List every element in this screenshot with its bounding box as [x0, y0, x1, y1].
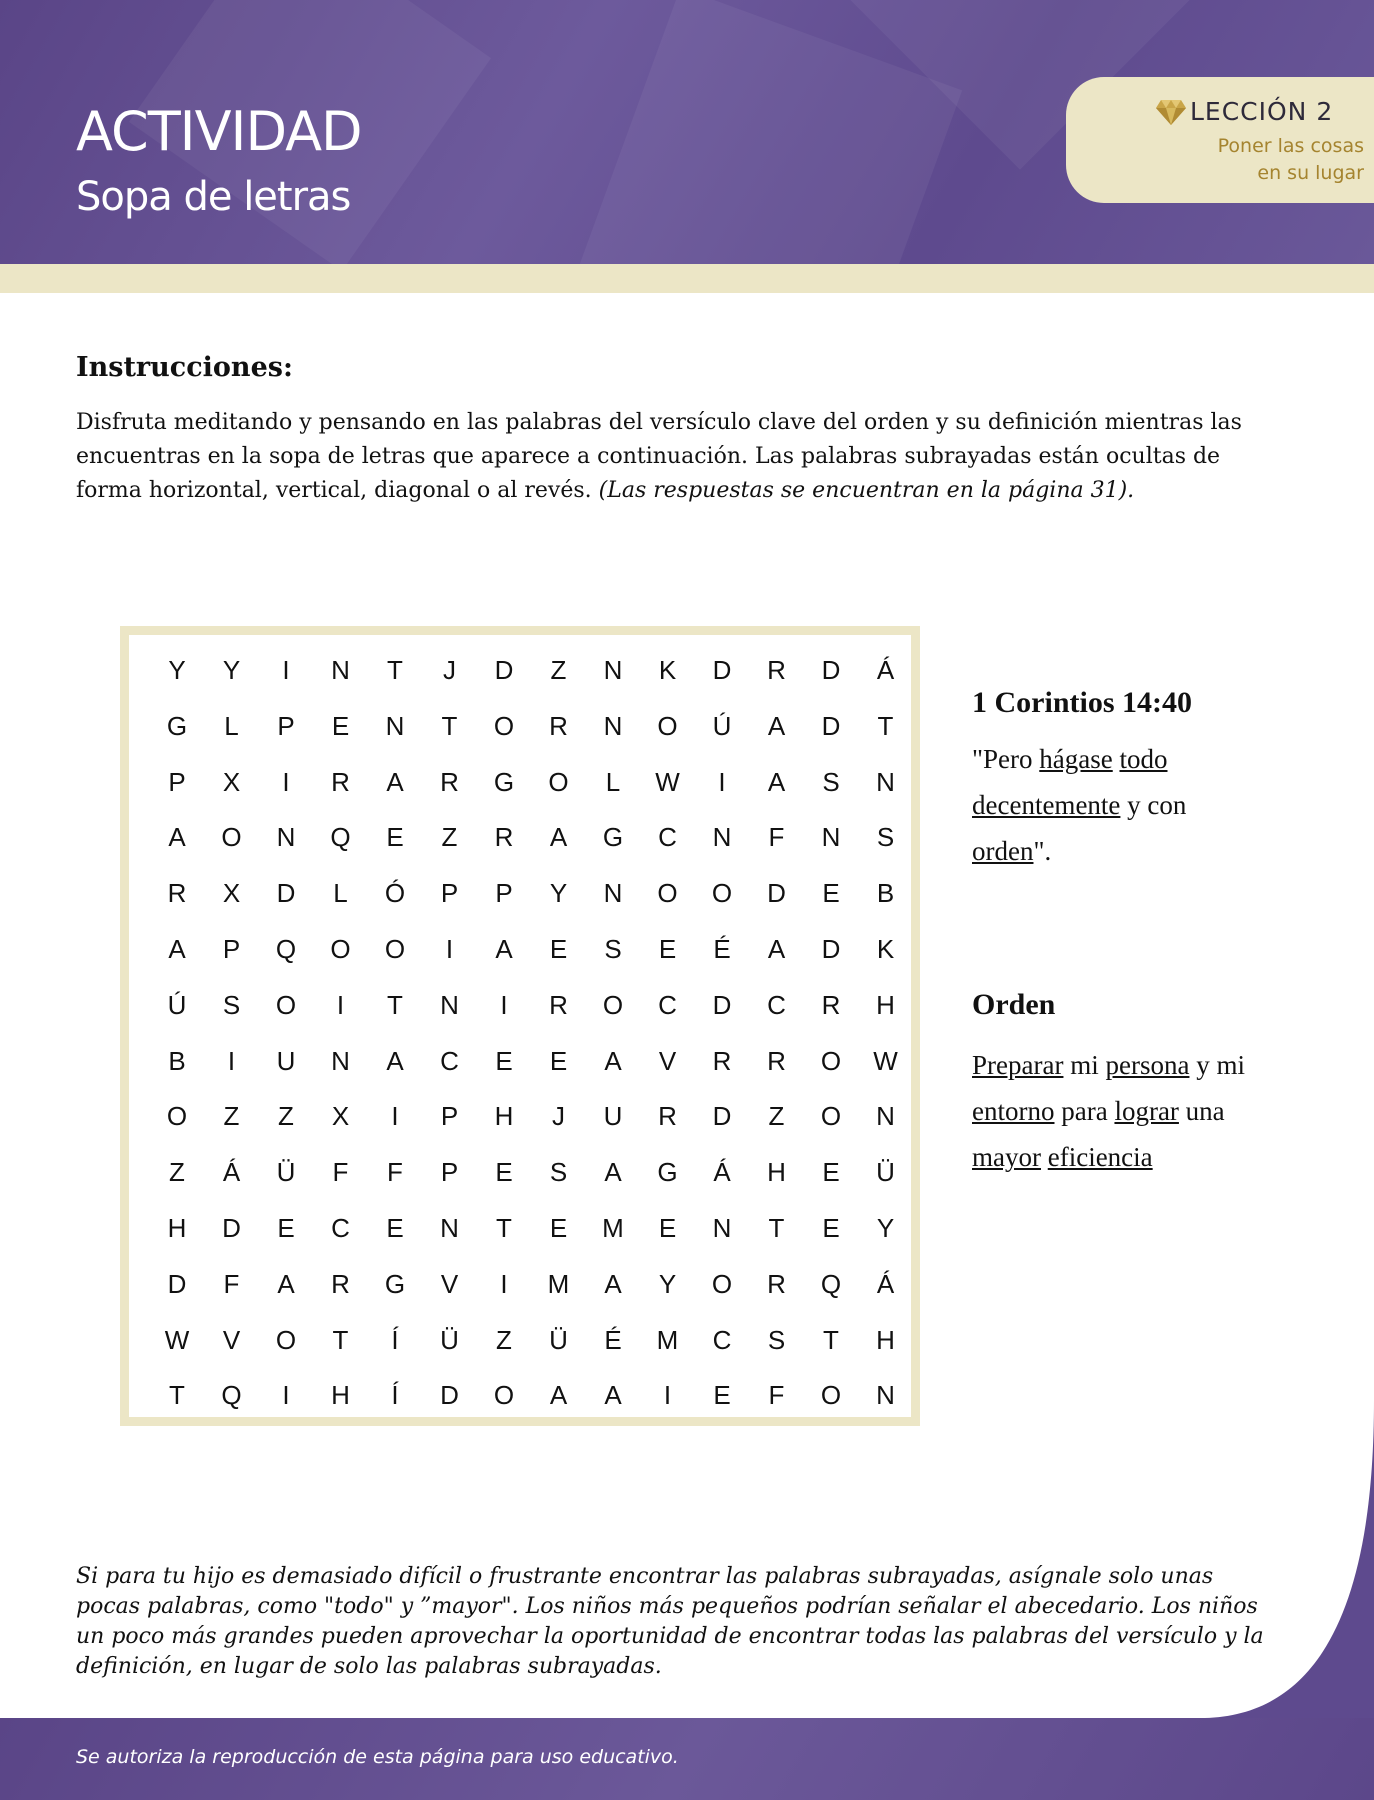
grid-letter: Ü [876, 1157, 895, 1188]
grid-letter: Á [876, 655, 895, 685]
grid-letter: Z [496, 1324, 512, 1355]
grid-letter: C [331, 1213, 350, 1243]
grid-letter: Z [441, 822, 458, 853]
grid-letter: O [711, 1268, 733, 1299]
grid-letter: A [604, 1380, 622, 1411]
grid-letter: A [495, 934, 513, 964]
grid-letter: T [169, 1380, 185, 1411]
verse-underlined-word: todo [1119, 744, 1168, 774]
grid-letter: F [768, 1380, 785, 1411]
instructions-text [76, 406, 1256, 508]
grid-letter: O [384, 934, 406, 964]
grid-letter: N [712, 1213, 732, 1243]
grid-letter: Q [275, 934, 297, 964]
grid-letter: T [387, 655, 403, 685]
page-title: ACTIVIDAD [76, 100, 362, 163]
parent-note: Si para tu hijo es demasiado difícil o frustrante encontrar las palabras subrayadas, asígnale solo unas pocas palabras, como "todo" y ”mayor". Los niños más pequeños podrían señalar el abecedario. Los niños un poco más grandes pueden aprovechar la oportunidad de encontrar todas las palabras del versículo y la definición, en lugar de solo las palabras subrayadas. [76, 1564, 1264, 1679]
grid-letter: O [657, 710, 678, 741]
grid-letter: Á [876, 1268, 895, 1299]
grid-letter: Ó [384, 878, 406, 909]
grid-letter: Y [549, 878, 568, 909]
grid-letter: D [821, 710, 841, 741]
grid-letter: D [440, 1380, 459, 1411]
grid-letter: S [604, 934, 622, 964]
grid-letter: I [718, 766, 726, 797]
grid-letter: P [440, 1101, 459, 1132]
grid-letter: O [602, 989, 624, 1020]
grid-letter: O [548, 766, 569, 797]
grid-letter: X [331, 1101, 350, 1132]
grid-letter: Ü [276, 1157, 296, 1188]
grid-letter: E [822, 1213, 840, 1243]
grid-letter: I [282, 766, 290, 797]
grid-letter: I [391, 1101, 399, 1132]
definition-underlined-word: mayor [972, 1142, 1041, 1172]
grid-letter: Z [223, 1101, 240, 1132]
grid-letter: D [712, 655, 732, 685]
grid-letter: R [167, 878, 187, 909]
grid-letter: N [385, 710, 405, 741]
grid-letter: Y [658, 1268, 677, 1299]
grid-letter: R [767, 1045, 786, 1076]
grid-letter: A [604, 1157, 622, 1188]
grid-letter: D [821, 934, 841, 964]
grid-letter: D [712, 1101, 732, 1132]
grid-letter: S [876, 822, 895, 853]
grid-letter: K [876, 934, 895, 964]
grid-letter: H [767, 1157, 786, 1188]
grid-letter: N [331, 1045, 350, 1076]
grid-letter: G [384, 1268, 406, 1299]
corner-curve-decoration [1200, 1400, 1374, 1718]
instructions-body: Disfruta meditando y pensando en las palabras del versículo clave del orden y su definición mientras las encuentras en la sopa de letras que aparece a continuación. Las palabras subrayadas están ocultas de forma horizontal, vertical, diagonal o al revés. [76, 410, 1242, 503]
grid-letter: A [277, 1268, 295, 1299]
grid-letter: T [441, 710, 458, 741]
grid-letter: A [604, 1045, 622, 1076]
grid-letter: S [549, 1157, 568, 1188]
grid-letter: R [767, 655, 786, 685]
grid-letter: A [604, 1268, 622, 1299]
grid-letter: X [222, 766, 241, 797]
grid-letter: T [877, 710, 894, 741]
grid-letter: O [493, 1380, 515, 1411]
grid-letter: E [713, 1380, 731, 1411]
grid-letter: X [222, 878, 241, 909]
grid-letter: Í [391, 1380, 399, 1411]
grid-letter: P [222, 934, 241, 964]
grid-letter: P [440, 878, 459, 909]
grid-letter: S [222, 989, 241, 1020]
grid-letter: R [658, 1101, 677, 1132]
grid-letter: A [168, 822, 186, 853]
grid-letter: W [164, 1324, 190, 1355]
grid-letter: A [767, 934, 786, 964]
grid-letter: T [768, 1213, 785, 1243]
definition-text [972, 1042, 1272, 1180]
gem-icon [1156, 99, 1186, 125]
grid-letter: I [336, 989, 345, 1020]
grid-letter: R [549, 710, 568, 741]
grid-letter: D [167, 1268, 187, 1299]
grid-letter: R [821, 989, 841, 1020]
grid-letter: L [224, 710, 239, 741]
grid-letter: E [822, 1157, 840, 1188]
grid-letter: H [876, 1324, 895, 1355]
grid-letter: P [495, 878, 513, 909]
grid-letter: U [276, 1045, 296, 1076]
grid-letter: Q [221, 1380, 242, 1411]
grid-letter: F [768, 822, 785, 853]
grid-letter: O [657, 878, 678, 909]
grid-letter: P [168, 766, 186, 797]
grid-letter: O [820, 1101, 842, 1132]
grid-letter: Ú [712, 710, 732, 741]
grid-letter: H [167, 1213, 187, 1243]
grid-letter: E [495, 1045, 513, 1076]
grid-letter: O [711, 878, 733, 909]
definition-word: una [1178, 1096, 1225, 1126]
grid-letter: Z [768, 1101, 785, 1132]
grid-letter: Z [550, 655, 567, 685]
grid-letter: O [820, 1380, 842, 1411]
grid-letter: E [549, 934, 568, 964]
grid-letter: O [275, 1324, 297, 1355]
grid-letter: V [658, 1045, 677, 1076]
grid-letter: M [656, 1324, 679, 1355]
grid-letter: E [386, 1213, 404, 1243]
grid-letter: A [386, 1045, 404, 1076]
grid-letter: A [549, 822, 568, 853]
grid-letter: O [275, 989, 297, 1020]
definition-underlined-word: persona [1105, 1050, 1190, 1080]
verse-word: "Pero [972, 744, 1040, 774]
grid-letter: N [603, 655, 623, 685]
definition-word: mi [1063, 1050, 1106, 1080]
grid-letter: N [603, 710, 623, 741]
grid-letter: N [331, 655, 350, 685]
verse-word: y con [1120, 790, 1187, 820]
grid-letter: H [876, 989, 895, 1020]
grid-letter: D [494, 655, 514, 685]
grid-letter: D [712, 989, 732, 1020]
lesson-description [1164, 133, 1364, 187]
grid-letter: O [221, 822, 242, 853]
grid-letter: N [712, 822, 732, 853]
grid-letter: G [493, 766, 515, 797]
grid-letter: W [655, 766, 680, 797]
grid-letter: Í [391, 1324, 399, 1355]
grid-letter: H [494, 1101, 514, 1132]
grid-letter: N [276, 822, 296, 853]
grid-letter: Ü [549, 1324, 568, 1355]
grid-letter: B [168, 1045, 186, 1076]
grid-letter: E [822, 878, 840, 909]
grid-letter: A [549, 1380, 568, 1411]
verse-word: ". [1033, 836, 1052, 866]
grid-letter: H [331, 1380, 350, 1411]
grid-letter: R [331, 1268, 350, 1299]
grid-letter: O [166, 1101, 188, 1132]
grid-letter: R [767, 1268, 786, 1299]
page-subtitle: Sopa de letras [76, 174, 351, 220]
definition-heading: Orden [972, 988, 1056, 1021]
grid-letter: Á [713, 1157, 731, 1188]
grid-letter: Q [330, 822, 351, 853]
lesson-desc-line: Poner las cosas [1217, 135, 1364, 157]
definition-underlined-word: Preparar [972, 1050, 1064, 1080]
grid-letter: O [493, 710, 515, 741]
grid-letter: I [282, 655, 290, 685]
grid-letter: É [713, 934, 731, 964]
grid-letter: E [277, 1213, 295, 1243]
footer-text: Se autoriza la reproducción de esta página para uso educativo. [76, 1746, 679, 1768]
grid-letter: C [658, 989, 677, 1020]
grid-letter: Á [222, 1157, 241, 1188]
grid-letter: I [663, 1380, 672, 1411]
grid-letter: C [712, 1324, 732, 1355]
grid-letter: W [873, 1045, 898, 1076]
grid-letter: B [876, 878, 895, 909]
grid-letter: I [445, 934, 454, 964]
grid-letter: R [494, 822, 514, 853]
word-search-grid [120, 626, 920, 1426]
grid-letter: S [767, 1324, 786, 1355]
grid-letter: E [495, 1157, 513, 1188]
definition-word: y mi [1189, 1050, 1245, 1080]
verse-underlined-word: hágase [1039, 744, 1113, 774]
grid-letter: N [440, 1213, 459, 1243]
grid-letter: E [549, 1045, 568, 1076]
definition-underlined-word: eficiencia [1047, 1142, 1153, 1172]
grid-letter: M [547, 1268, 570, 1299]
grid-letter: E [386, 822, 404, 853]
verse-underlined-word: orden [972, 836, 1034, 866]
lesson-label: LECCIÓN 2 [1190, 97, 1334, 126]
grid-letter: T [332, 1324, 349, 1355]
grid-letter: N [440, 989, 459, 1020]
definition-word [1041, 1142, 1048, 1172]
grid-letter: F [387, 1157, 403, 1188]
grid-letter: Y [168, 655, 186, 685]
grid-letter: E [658, 934, 677, 964]
grid-letter: L [605, 766, 621, 797]
definition-underlined-word: entorno [972, 1096, 1055, 1126]
grid-letter: C [767, 989, 786, 1020]
grid-letter: A [767, 766, 786, 797]
grid-letter: G [657, 1157, 678, 1188]
grid-letter: F [223, 1268, 240, 1299]
grid-letter: O [330, 934, 351, 964]
grid-letter: A [168, 934, 186, 964]
grid-letter: Ú [167, 989, 187, 1020]
grid-letter: Y [222, 655, 241, 685]
grid-letter: N [821, 822, 841, 853]
grid-letter: J [443, 655, 456, 685]
grid-letter: E [331, 710, 350, 741]
grid-letter: R [549, 989, 568, 1020]
grid-letter: D [821, 655, 841, 685]
grid-letter: C [658, 822, 677, 853]
grid-letter: Ü [440, 1324, 459, 1355]
grid-letter: O [820, 1045, 842, 1076]
grid-letter: N [876, 1380, 895, 1411]
definition-word: para [1054, 1096, 1115, 1126]
grid-letter: V [440, 1268, 459, 1299]
grid-letter: D [767, 878, 786, 909]
lesson-badge [1066, 77, 1374, 203]
grid-letter: S [822, 766, 840, 797]
grid-letter: Y [876, 1213, 895, 1243]
definition-underlined-word: lograr [1114, 1096, 1179, 1126]
verse-reference: 1 Corintios 14:40 [972, 686, 1192, 719]
grid-letter: N [876, 766, 895, 797]
verse-underlined-word: decentemente [972, 790, 1121, 820]
answers-note: (Las respuestas se encuentran en la página 31). [598, 478, 1135, 503]
grid-letter: R [331, 766, 350, 797]
grid-letter: N [876, 1101, 895, 1132]
grid-letter: K [658, 655, 677, 685]
grid-letter: T [496, 1213, 512, 1243]
grid-letter: D [276, 878, 296, 909]
grid-letter: T [387, 989, 403, 1020]
verse-text [972, 736, 1272, 874]
footer-bar [0, 1718, 1374, 1800]
grid-letter: J [552, 1101, 565, 1132]
grid-letter: C [440, 1045, 459, 1076]
grid-letter: Z [169, 1157, 185, 1188]
grid-letter: E [549, 1213, 568, 1243]
grid-letter: V [222, 1324, 241, 1355]
grid-letter: R [712, 1045, 732, 1076]
grid-letter: I [227, 1045, 236, 1076]
grid-letter: P [277, 710, 295, 741]
header-accent-band [0, 264, 1374, 293]
instructions-heading: Instrucciones: [76, 352, 293, 383]
grid-letter: A [767, 710, 786, 741]
grid-letter: Z [278, 1101, 294, 1132]
grid-letter: G [602, 822, 624, 853]
grid-letter: G [166, 710, 188, 741]
grid-letter: I [500, 989, 508, 1020]
grid-letter: I [500, 1268, 508, 1299]
grid-letter: R [440, 766, 459, 797]
header-banner [0, 0, 1374, 264]
grid-letter: D [222, 1213, 241, 1243]
grid-letter: N [603, 878, 623, 909]
grid-letter: É [604, 1324, 622, 1355]
grid-letter: Q [820, 1268, 842, 1299]
grid-letter: I [282, 1380, 290, 1411]
grid-letter: E [658, 1213, 677, 1243]
lesson-desc-line: en su lugar [1257, 162, 1364, 184]
grid-letter: P [440, 1157, 459, 1188]
grid-letter: L [333, 878, 348, 909]
grid-letter: F [332, 1157, 349, 1188]
grid-letter: T [823, 1324, 839, 1355]
grid-letter: A [386, 766, 404, 797]
grid-letter: M [602, 1213, 624, 1243]
grid-letter: U [603, 1101, 623, 1132]
